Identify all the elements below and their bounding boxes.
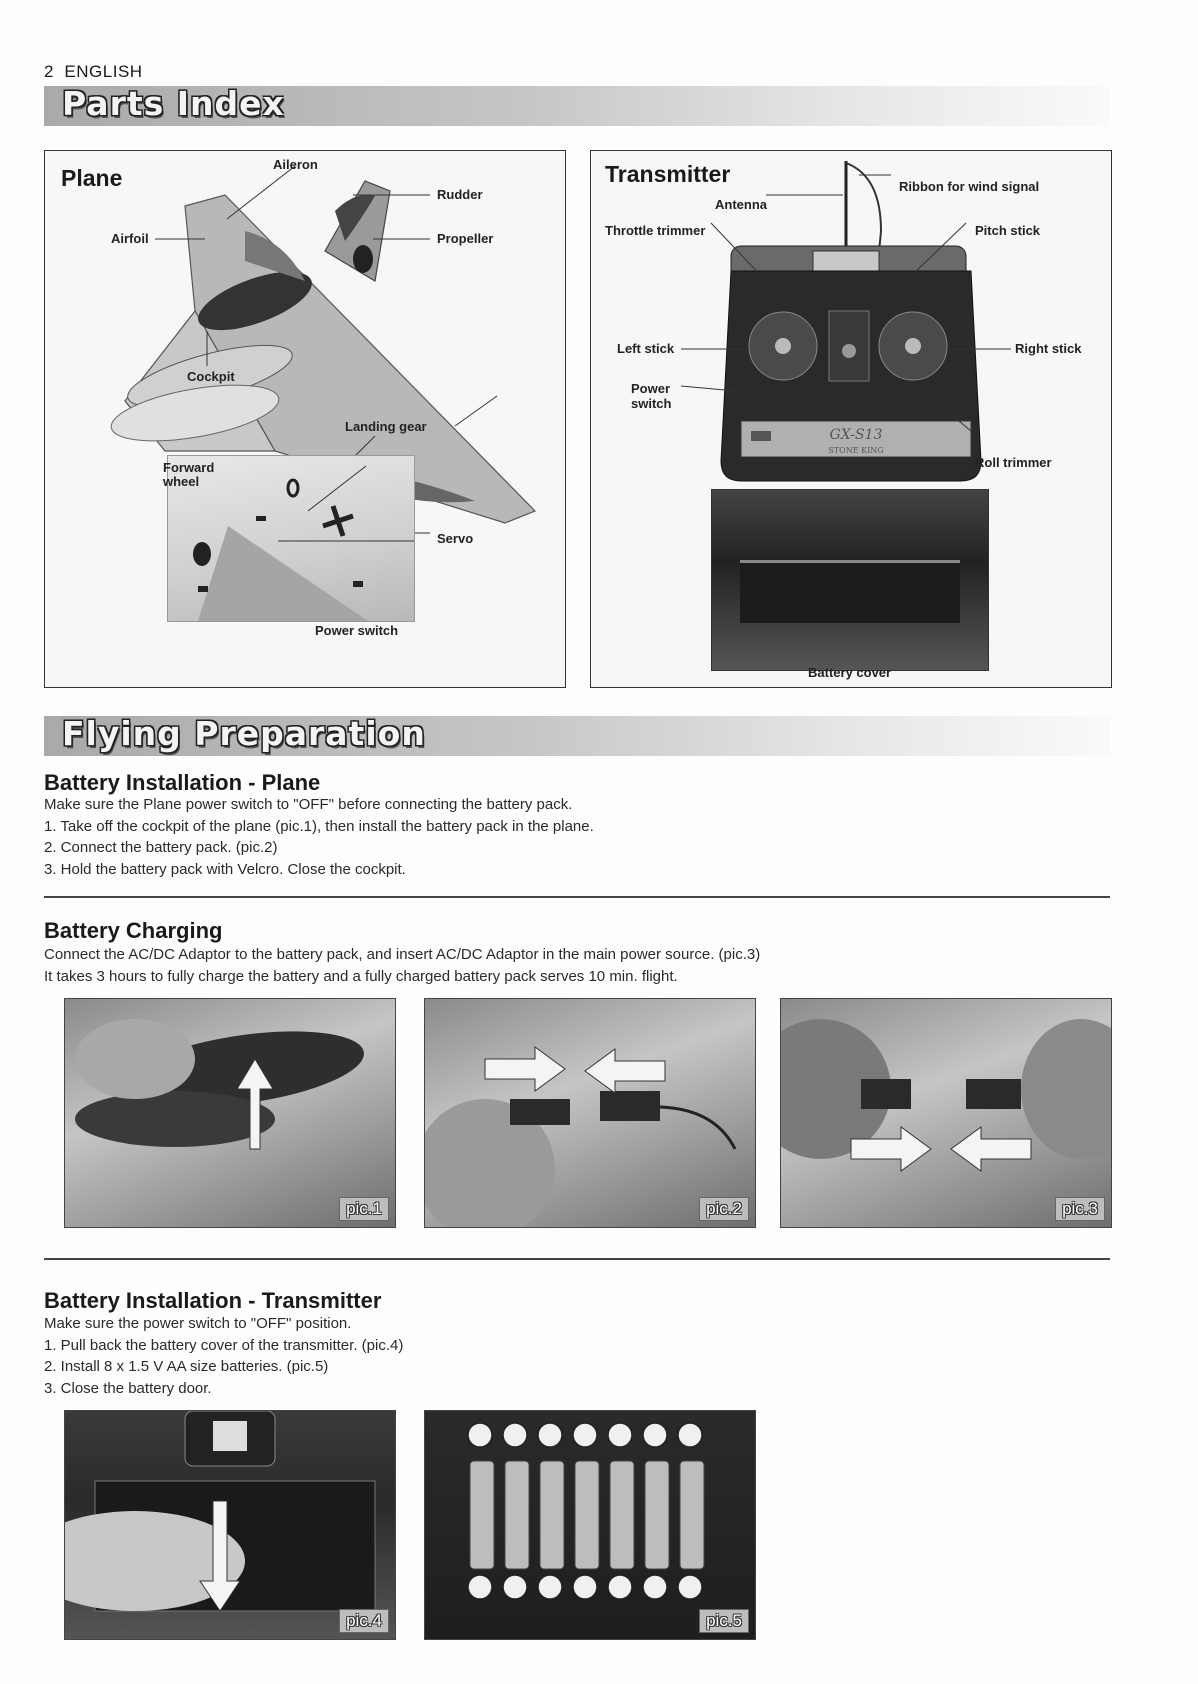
divider: [44, 896, 1110, 898]
transmitter-panel: [590, 150, 1112, 688]
flying-preparation-bar: [44, 716, 1110, 756]
label-power-switch: Power switch: [315, 623, 399, 638]
label-pitch-stick: Pitch stick: [975, 223, 1041, 238]
label-rudder: Rudder: [437, 187, 483, 202]
divider: [44, 1258, 1110, 1260]
pic-5-label: pic.5: [699, 1609, 749, 1633]
battery-cover-image: [711, 489, 989, 671]
page-language: ENGLISH: [64, 62, 143, 81]
battery-transmitter-text: Make sure the power switch to "OFF" position. 1. Pull back the battery cover of the transmitter. (pic.4) 2. Install 8 x 1.5 V AA size batteries. (pic.5) 3. Close the battery door.: [44, 1315, 404, 1397]
photo-pic-3: [780, 998, 1112, 1228]
battery-charging-heading: Battery Charging: [44, 918, 223, 943]
photo-pic-2: [424, 998, 756, 1228]
parts-index-title: Parts Index: [62, 84, 285, 123]
parts-index-bar: [44, 86, 1110, 126]
pic-4-label: pic.4: [339, 1609, 389, 1633]
label-battery-cover: Battery cover: [808, 665, 892, 680]
model-text: GX-S13: [829, 427, 883, 443]
pic-1-label: pic.1: [339, 1197, 389, 1221]
label-left-stick: Left stick: [617, 341, 675, 356]
label-servo: Servo: [437, 531, 474, 546]
transmitter-panel-title: Transmitter: [605, 161, 731, 187]
pic-3-label: pic.3: [1055, 1197, 1105, 1221]
page-number: 2: [44, 62, 54, 81]
label-airfoil: Airfoil: [111, 231, 149, 246]
label-ribbon: Ribbon for wind signal: [899, 179, 1040, 194]
photo-pic-4: [64, 1410, 396, 1640]
pic-2-label: pic.2: [699, 1197, 749, 1221]
label-throttle-trimmer: Throttle trimmer: [605, 223, 706, 238]
label-landing-gear: Landing gear: [345, 419, 427, 434]
plane-panel: [44, 150, 566, 688]
battery-compartment: [425, 1411, 755, 1639]
battery-plane-heading: Battery Installation - Plane: [44, 770, 321, 795]
page-header: [44, 62, 143, 82]
plane-panel-title: Plane: [61, 165, 123, 191]
flying-preparation-title: Flying Preparation: [62, 714, 426, 753]
battery-charging-text: Connect the AC/DC Adaptor to the battery pack, and insert AC/DC Adaptor in the main power source. (pic.3) It takes 3 hours to fully charge the battery and a fully charged battery pack serves 10 min. flight.: [44, 946, 761, 985]
label-roll-trimmer: Roll trimmer: [975, 455, 1052, 470]
battery-transmitter-heading: Battery Installation - Transmitter: [44, 1288, 382, 1313]
photo-pic-1: [64, 998, 396, 1228]
label-cockpit: Cockpit: [187, 369, 235, 384]
label-aileron: Aileron: [273, 157, 318, 172]
label-propeller: Propeller: [437, 231, 494, 246]
photo-pic-5: [424, 1410, 756, 1640]
label-antenna: Antenna: [715, 197, 767, 212]
label-forward-wheel: Forward wheel: [163, 460, 215, 489]
brand-text: STONE KING: [828, 446, 884, 455]
battery-plane-text: Make sure the Plane power switch to "OFF" before connecting the battery pack. 1. Take off the cockpit of the plane (pic.1), then install the battery pack in the plane. 2. Connect the battery pack. (pic.2) 3. Hold the battery pack with Velcro. Close the cockpit.: [44, 796, 594, 878]
label-right-stick: Right stick: [1015, 341, 1082, 356]
label-power-switch-tx: Power switch: [631, 381, 672, 411]
